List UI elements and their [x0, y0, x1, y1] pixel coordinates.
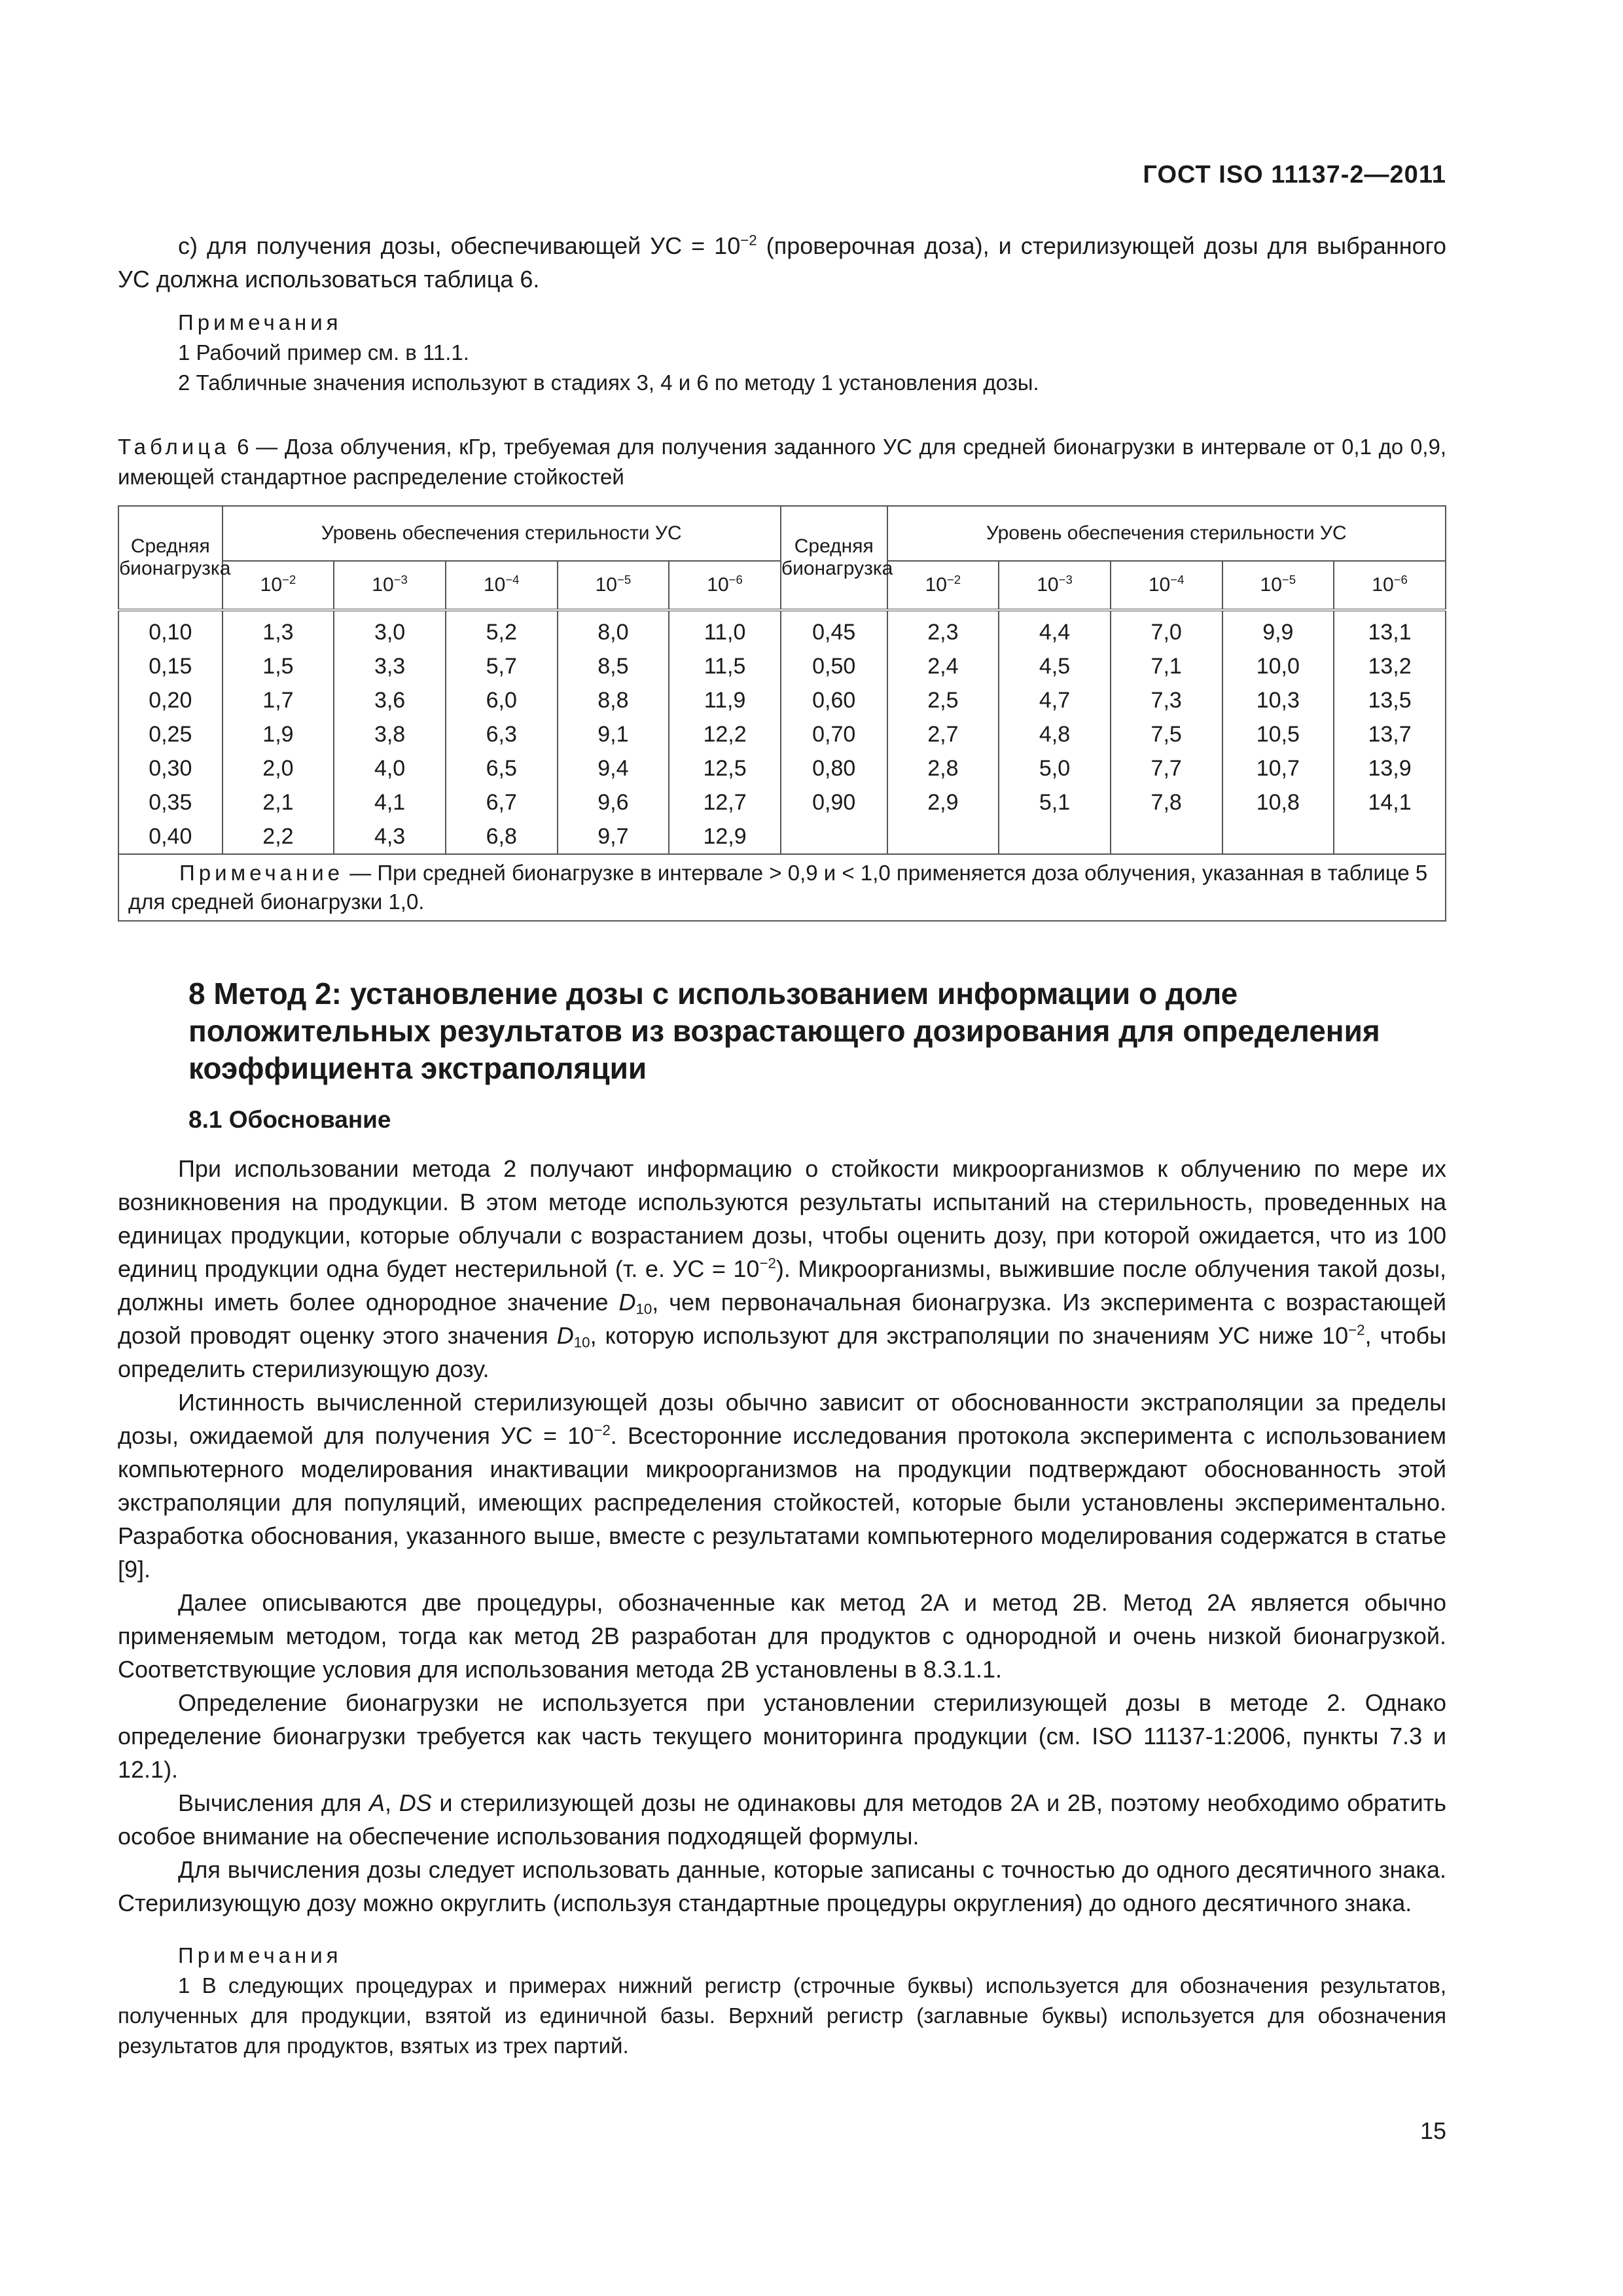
table-cell: 0,10 — [118, 610, 223, 649]
col-sal-group-left: Уровень обеспечения стерильности УС — [223, 506, 781, 561]
table-cell: 11,5 — [669, 649, 781, 683]
table-cell: 0,45 — [781, 610, 887, 649]
table-cell: 1,7 — [223, 683, 334, 717]
table-cell: 10,5 — [1222, 717, 1334, 751]
section-8-1-body — [118, 1152, 1446, 1920]
notes-block-2 — [118, 1941, 1446, 2061]
table-cell: 5,1 — [999, 785, 1111, 819]
table-cell: 12,2 — [669, 717, 781, 751]
table-cell: 1,9 — [223, 717, 334, 751]
table-cell: 7,8 — [1111, 785, 1222, 819]
table-cell: 0,70 — [781, 717, 887, 751]
table-cell: 2,8 — [887, 751, 999, 785]
table-cell: 1,3 — [223, 610, 334, 649]
col-sal-group-right: Уровень обеспечения стерильности УС — [887, 506, 1446, 561]
table-cell: 4,8 — [999, 717, 1111, 751]
table-cell — [781, 819, 887, 854]
table-cell: 0,80 — [781, 751, 887, 785]
table-cell: 7,0 — [1111, 610, 1222, 649]
table-cell: 11,0 — [669, 610, 781, 649]
table-cell: 9,4 — [558, 751, 669, 785]
table-cell: 9,6 — [558, 785, 669, 819]
table-cell — [1111, 819, 1222, 854]
table-cell: 0,15 — [118, 649, 223, 683]
table-cell: 5,0 — [999, 751, 1111, 785]
table-cell: 13,7 — [1334, 717, 1446, 751]
table-cell — [1334, 819, 1446, 854]
table-cell: 10,0 — [1222, 649, 1334, 683]
sal-level-header: $10^{-2}$ — [223, 561, 334, 610]
table-cell: 3,3 — [334, 649, 446, 683]
clause-c-text: с) для получения дозы, обеспечивающей УС = $10^{-2}$ (проверочная доза), и стерилизующей дозы для выбранного УС должна использоваться таблица 6. — [118, 232, 1446, 293]
table-cell: 12,5 — [669, 751, 781, 785]
table-cell: 3,8 — [334, 717, 446, 751]
table-cell: 13,1 — [1334, 610, 1446, 649]
subsection-8-1-heading: 8.1 Обоснование — [188, 1106, 391, 1133]
table-row — [118, 610, 1446, 649]
table-cell: 10,3 — [1222, 683, 1334, 717]
body-paragraph: Определение бионагрузки не используется при установлении стерилизующей дозы в методе 2. Однако определение бионагрузки требуется как часть текущего мониторинга продукции (см. ISO 11137-1:2006, пункты 7.3 и 12.1). — [118, 1689, 1446, 1783]
table-cell: 2,7 — [887, 717, 999, 751]
table-cell: 4,7 — [999, 683, 1111, 717]
body-paragraph: Далее описываются две процедуры, обозначенные как метод 2А и метод 2В. Метод 2А является обычно применяемым методом, тогда как метод 2В разработан для продуктов с однородной и очень низкой бионагрузкой. Соответствующие условия для использования метода 2В установлены в 8.3.1.1. — [118, 1589, 1446, 1683]
table-cell: 9,9 — [1222, 610, 1334, 649]
section-8-heading: 8 Метод 2: установление дозы с использованием информации о доле положительных результатов из возрастающего дозирования для определения коэффициента экстраполяции — [188, 977, 1380, 1085]
table-cell: 12,7 — [669, 785, 781, 819]
sal-level-header: $10^{-6}$ — [669, 561, 781, 610]
table-cell: 4,5 — [999, 649, 1111, 683]
table-cell: 4,1 — [334, 785, 446, 819]
table-cell: 12,9 — [669, 819, 781, 854]
body-paragraph: Для вычисления дозы следует использовать данные, которые записаны с точностью до одного десятичного знака. Стерилизующую дозу можно округлить (используя стандартные процедуры округления) до одного десятичного знака. — [118, 1856, 1446, 1916]
sal-level-header: $10^{-4}$ — [446, 561, 558, 610]
table-cell: 2,4 — [887, 649, 999, 683]
table-cell: 8,5 — [558, 649, 669, 683]
table-cell: 9,1 — [558, 717, 669, 751]
sal-level-header: $10^{-6}$ — [1334, 561, 1446, 610]
body-paragraph: Вычисления для A, DS и стерилизующей дозы не одинаковы для методов 2А и 2В, поэтому необходимо обратить особое внимание на обеспечение использования подходящей формулы. — [118, 1789, 1446, 1850]
table-row — [118, 819, 1446, 854]
table-caption: Таблица 6 — Доза облучения, кГр, требуемая для получения заданного УС для средней бионагрузки в интервале от 0,1 до 0,9, имеющей стандартное распределение стойкостей — [118, 435, 1446, 489]
table-cell: 2,9 — [887, 785, 999, 819]
col-bioburden-left: Средняя бионагрузка — [118, 506, 223, 610]
table-cell: 8,0 — [558, 610, 669, 649]
table-cell: 3,0 — [334, 610, 446, 649]
table-cell: 13,9 — [1334, 751, 1446, 785]
col-bioburden-right: Средняя бионагрузка — [781, 506, 887, 610]
sal-level-header: $10^{-2}$ — [887, 561, 999, 610]
table-cell: 11,9 — [669, 683, 781, 717]
table-cell: 2,1 — [223, 785, 334, 819]
table-cell: 10,7 — [1222, 751, 1334, 785]
table-cell — [887, 819, 999, 854]
table-cell: 0,40 — [118, 819, 223, 854]
table-cell: 13,5 — [1334, 683, 1446, 717]
table-cell: 14,1 — [1334, 785, 1446, 819]
table-cell: 0,50 — [781, 649, 887, 683]
table-note: Примечание — При средней бионагрузке в интервале > 0,9 и < 1,0 применяется доза облучения, указанная в таблице 5 для средней бионагрузки 1,0. — [118, 854, 1446, 921]
sal-level-header: $10^{-5}$ — [1222, 561, 1334, 610]
table-cell: 2,5 — [887, 683, 999, 717]
sal-level-header: $10^{-4}$ — [1111, 561, 1222, 610]
sal-level-header: $10^{-3}$ — [999, 561, 1111, 610]
table-cell: 6,0 — [446, 683, 558, 717]
table-row — [118, 683, 1446, 717]
table-cell: 7,1 — [1111, 649, 1222, 683]
table-cell: 0,20 — [118, 683, 223, 717]
table-cell: 10,8 — [1222, 785, 1334, 819]
table-cell: 4,0 — [334, 751, 446, 785]
table-cell: 2,3 — [887, 610, 999, 649]
clause-c — [118, 229, 1446, 296]
table-row — [118, 717, 1446, 751]
table-cell: 1,5 — [223, 649, 334, 683]
table-cell: 9,7 — [558, 819, 669, 854]
table-cell — [1222, 819, 1334, 854]
table-cell: 4,3 — [334, 819, 446, 854]
table-cell: 2,0 — [223, 751, 334, 785]
document-page — [118, 0, 1446, 2296]
note-item: 1 Рабочий пример см. в 11.1. — [178, 340, 469, 365]
table-cell: 8,8 — [558, 683, 669, 717]
table-row — [118, 751, 1446, 785]
table-cell: 6,7 — [446, 785, 558, 819]
table-cell: 0,90 — [781, 785, 887, 819]
table-cell: 0,25 — [118, 717, 223, 751]
table-cell: 0,60 — [781, 683, 887, 717]
notes-title: Примечания — [178, 310, 342, 334]
table-row — [118, 649, 1446, 683]
dose-table — [118, 505, 1446, 922]
dose-table-body — [118, 610, 1446, 854]
table-cell: 6,3 — [446, 717, 558, 751]
sal-level-header: $10^{-3}$ — [334, 561, 446, 610]
notes-title: Примечания — [178, 1943, 342, 1967]
table-cell: 0,35 — [118, 785, 223, 819]
body-paragraph: Истинность вычисленной стерилизующей дозы обычно зависит от обоснованности экстраполяции за пределы дозы, ожидаемой для получения УС = $10^{-2}$. Всесторонние исследования протокола эксперимента с использованием компьютерного моделирования инактивации микроорганизмов на продукции подтверждают обоснованность этой экстраполяции для популяций, имеющих распределения стойкостей, которые были установлены экспериментально. Разработка обоснования, указанного выше, вместе с результатами компьютерного моделирования содержатся в статье [9]. — [118, 1389, 1446, 1583]
notes-block-1 — [118, 308, 1446, 398]
table-cell: 5,2 — [446, 610, 558, 649]
note-item: 1 В следующих процедурах и примерах нижний регистр (строчные буквы) используется для обозначения результатов, полученных для продукции, взятой из единичной базы. Верхний регистр (заглавные буквы) используется для обозначения результатов для продуктов, взятых из трех партий. — [118, 1973, 1446, 2058]
table-cell: 6,5 — [446, 751, 558, 785]
table-cell: 6,8 — [446, 819, 558, 854]
table-cell: 0,30 — [118, 751, 223, 785]
table-cell: 7,5 — [1111, 717, 1222, 751]
table-cell: 4,4 — [999, 610, 1111, 649]
table-cell: 7,3 — [1111, 683, 1222, 717]
table-row — [118, 785, 1446, 819]
standard-designation: ГОСТ ISO 11137-2—2011 — [1143, 161, 1446, 188]
body-paragraph: При использовании метода 2 получают информацию о стойкости микроорганизмов к облучению по мере их возникновения на продукции. В этом методе используются результаты испытаний на стерильность, проведенных на единицах продукции, которые облучали с возрастанием дозы, чтобы оценить дозу, при которой ожидается, что из 100 единиц продукции одна будет нестерильной (т. е. УС = $10^{-2}$). Микроорганизмы, выжившие после облучения такой дозы, должны иметь более однородное значение $D_{10}$, чем первоначальная бионагрузка. Из эксперимента с возрастающей дозой проводят оценку этого значения $D_{10}$, которую используют для экстраполяции по значениям УС ниже $10^{-2}$, чтобы определить стерилизующую дозу. — [118, 1155, 1447, 1382]
note-item: 2 Табличные значения используют в стадиях 3, 4 и 6 по методу 1 установления дозы. — [178, 370, 1039, 395]
table-cell — [999, 819, 1111, 854]
table-cell: 3,6 — [334, 683, 446, 717]
table-cell: 7,7 — [1111, 751, 1222, 785]
table-cell: 5,7 — [446, 649, 558, 683]
page-number: 15 — [1419, 2117, 1446, 2144]
sal-level-header: $10^{-5}$ — [558, 561, 669, 610]
table-cell: 13,2 — [1334, 649, 1446, 683]
table-cell: 2,2 — [223, 819, 334, 854]
